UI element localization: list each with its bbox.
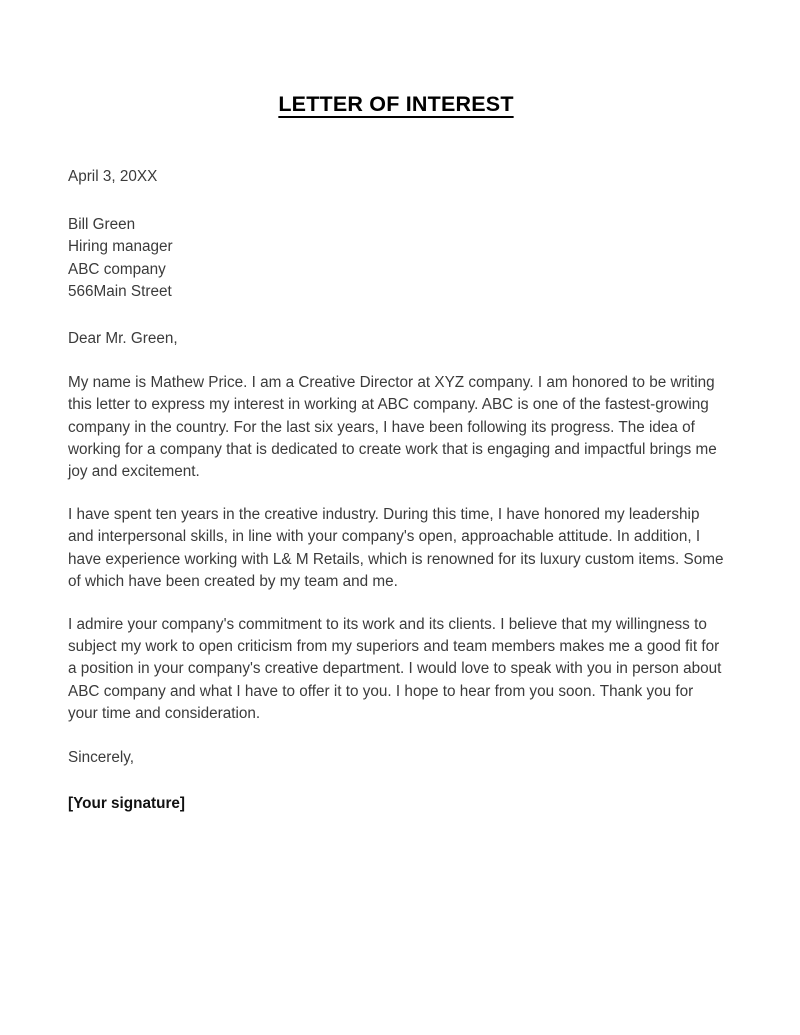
recipient-address-block: [68, 214, 724, 303]
body-paragraph-2: I have spent ten years in the creative industry. During this time, I have honored my leadership and interpersonal skills, in line with your company's open, approachable attitude. In addition, I have experience working with L& M Retails, which is renowned for its luxury custom items. Some of which have been created by my team and me.: [68, 506, 724, 590]
closing-line: Sincerely,: [68, 749, 135, 767]
title-block: [68, 0, 724, 117]
recipient-job-title: Hiring manager: [68, 238, 173, 256]
letter-date: April 3, 20XX: [68, 168, 158, 185]
body-paragraph-3: I admire your company's commitment to its work and its clients. I believe that my willingness to subject my work to open criticism from my superiors and team members makes me a good fit for a position in your company's creative department. I would love to speak with you in person about ABC company and what I have to offer it to you. I hope to hear from you soon. Thank you for your time and consideration.: [68, 616, 722, 722]
recipient-name: Bill Green: [68, 216, 136, 233]
recipient-company: ABC company: [68, 260, 166, 278]
page-title: LETTER OF INTEREST: [278, 92, 514, 116]
recipient-street-address: 566Main Street: [68, 282, 172, 300]
salutation: Dear Mr. Green,: [68, 330, 178, 348]
letter-body: [68, 0, 724, 815]
body-paragraph-1: My name is Mathew Price. I am a Creative Director at XYZ company. I am honored to be writing this letter to express my interest in working at ABC company. ABC is one of the fastest-growing company in the country. For the last six years, I have been following its progress. The idea of working for a company that is dedicated to create work that is engaging and impactful brings me joy and excitement.: [68, 374, 717, 480]
signature-placeholder: [Your signature]: [68, 795, 185, 813]
